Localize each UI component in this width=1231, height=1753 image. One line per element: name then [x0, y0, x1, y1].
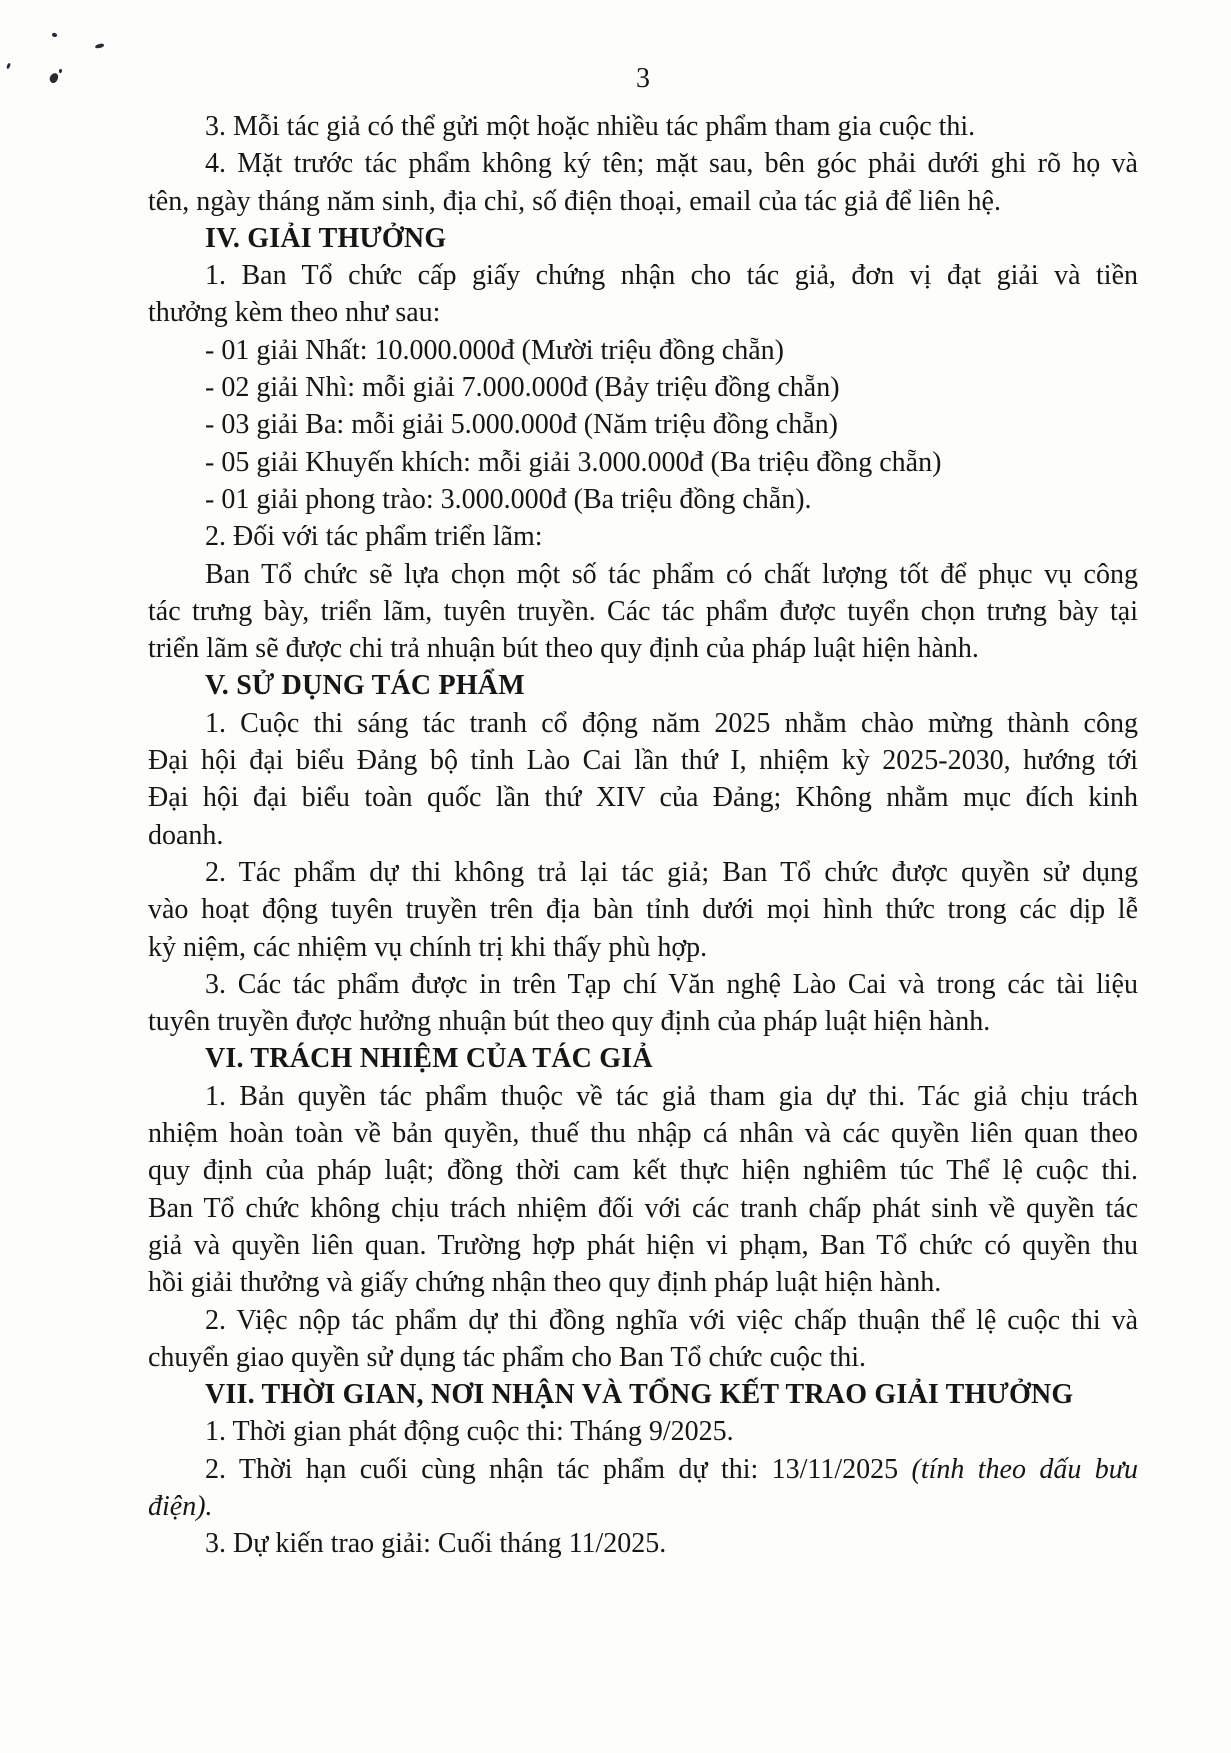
text-line: 4. Mặt trước tác phẩm không ký tên; mặt sau, bên góc phải dưới ghi rõ họ và	[205, 148, 1138, 180]
text-line: chuyển giao quyền sử dụng tác phẩm cho Ban Tổ chức cuộc thi.	[148, 1341, 866, 1373]
scan-artifact	[48, 72, 61, 85]
text-line: 2. Đối với tác phẩm triển lãm:	[205, 521, 543, 553]
scan-artifact	[6, 63, 11, 70]
text-line: tác trưng bày, triển lãm, tuyên truyền. Các tác phẩm được tuyển chọn trưng bày tại	[148, 595, 1138, 627]
text-line: 1. Cuộc thi sáng tác tranh cổ động năm 2025 nhằm chào mừng thành công	[205, 707, 1138, 739]
text-line: - 01 giải Nhất: 10.000.000đ (Mười triệu đồng chẵn)	[205, 334, 784, 366]
document-body	[148, 108, 1138, 1563]
text-line: điện).	[148, 1490, 213, 1522]
text-line: Đại hội đại biểu toàn quốc lần thứ XIV của Đảng; Không nhằm mục đích kinh	[148, 782, 1138, 814]
text-line: Ban Tổ chức không chịu trách nhiệm đối với các tranh chấp phát sinh về quyền tác	[148, 1192, 1138, 1224]
text-line: thưởng kèm theo như sau:	[148, 297, 441, 329]
section-heading: VII. THỜI GIAN, NƠI NHẬN VÀ TỔNG KẾT TRAO GIẢI THƯỞNG	[205, 1379, 1074, 1411]
scan-artifact	[95, 43, 105, 49]
text-line: quy định của pháp luật; đồng thời cam kết thực hiện nghiêm túc Thể lệ cuộc thi.	[148, 1155, 1138, 1187]
text-line: giả và quyền liên quan. Trường hợp phát hiện vi phạm, Ban Tổ chức có quyền thu	[148, 1229, 1138, 1261]
text-line: - 01 giải phong trào: 3.000.000đ (Ba triệu đồng chẵn).	[205, 483, 812, 515]
text-line: doanh.	[148, 819, 224, 851]
scan-artifact	[51, 32, 57, 38]
text-line: 2. Tác phẩm dự thi không trả lại tác giả; Ban Tổ chức được quyền sử dụng	[205, 856, 1138, 888]
section-heading: IV. GIẢI THƯỞNG	[205, 222, 447, 254]
text-line: triển lãm sẽ được chi trả nhuận bút theo quy định của pháp luật hiện hành.	[148, 633, 979, 665]
text-line: kỷ niệm, các nhiệm vụ chính trị khi thấy phù hợp.	[148, 931, 708, 963]
text-line: Ban Tổ chức sẽ lựa chọn một số tác phẩm có chất lượng tốt để phục vụ công	[205, 558, 1138, 590]
text-line: 2. Việc nộp tác phẩm dự thi đồng nghĩa với việc chấp thuận thể lệ cuộc thi và	[205, 1304, 1138, 1336]
text-line: tuyên truyền được hưởng nhuận bút theo quy định của pháp luật hiện hành.	[148, 1006, 991, 1038]
text-line: tên, ngày tháng năm sinh, địa chỉ, số điện thoại, email của tác giả để liên hệ.	[148, 185, 1001, 217]
scan-artifact	[59, 69, 62, 73]
text-line: 1. Ban Tổ chức cấp giấy chứng nhận cho tác giả, đơn vị đạt giải và tiền	[205, 260, 1138, 292]
text-line: vào hoạt động tuyên truyền trên địa bàn tỉnh dưới mọi hình thức trong các dịp lễ	[148, 894, 1138, 926]
text-line: - 03 giải Ba: mỗi giải 5.000.000đ (Năm triệu đồng chẵn)	[205, 409, 838, 441]
text-line: 1. Thời gian phát động cuộc thi: Tháng 9/2025.	[205, 1416, 734, 1448]
text-line: 2. Thời hạn cuối cùng nhận tác phẩm dự thi: 13/11/2025 (tính theo dấu bưu	[205, 1453, 1138, 1485]
text-line: 3. Các tác phẩm được in trên Tạp chí Văn nghệ Lào Cai và trong các tài liệu	[205, 968, 1138, 1000]
page-number: 3	[636, 63, 650, 94]
text-line: 3. Dự kiến trao giải: Cuối tháng 11/2025.	[205, 1528, 667, 1560]
text-line: Đại hội đại biểu Đảng bộ tỉnh Lào Cai lần thứ I, nhiệm kỳ 2025-2030, hướng tới	[148, 745, 1138, 777]
text-line: - 02 giải Nhì: mỗi giải 7.000.000đ (Bảy triệu đồng chẵn)	[205, 372, 840, 404]
section-heading: VI. TRÁCH NHIỆM CỦA TÁC GIẢ	[205, 1043, 653, 1075]
text-line: hồi giải thưởng và giấy chứng nhận theo quy định pháp luật hiện hành.	[148, 1267, 942, 1299]
text-line: 3. Mỗi tác giả có thể gửi một hoặc nhiều tác phẩm tham gia cuộc thi.	[205, 111, 976, 142]
section-heading: V. SỬ DỤNG TÁC PHẨM	[205, 670, 525, 702]
text-line: nhiệm hoàn toàn về bản quyền, thuế thu nhập cá nhân và các quyền liên quan theo	[148, 1118, 1138, 1150]
text-line: - 05 giải Khuyến khích: mỗi giải 3.000.000đ (Ba triệu đồng chẵn)	[205, 446, 942, 478]
text-line: 1. Bản quyền tác phẩm thuộc về tác giả tham gia dự thi. Tác giả chịu trách	[205, 1080, 1138, 1112]
